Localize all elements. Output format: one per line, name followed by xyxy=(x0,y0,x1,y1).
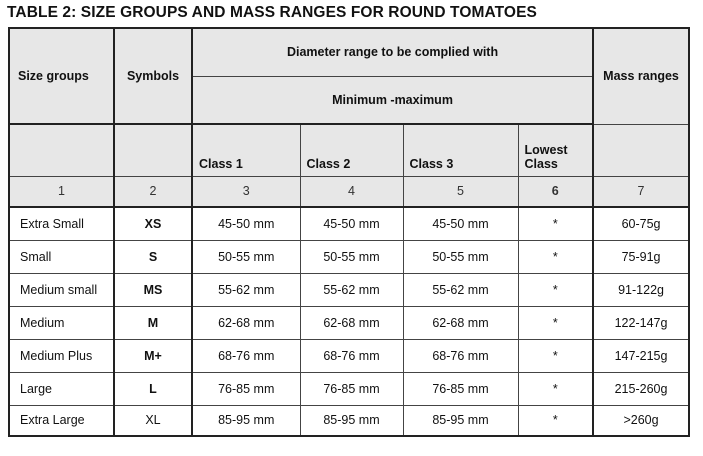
table-row xyxy=(9,405,689,436)
column-number: 4 xyxy=(300,176,403,207)
lowest-class-cell: * xyxy=(518,372,593,405)
column-number: 5 xyxy=(403,176,518,207)
class-1-cell: 45-50 mm xyxy=(192,207,300,240)
mass-range-cell: 91-122g xyxy=(593,273,689,306)
size-group-cell: Extra Small xyxy=(9,207,114,240)
class-2-cell: 50-55 mm xyxy=(300,240,403,273)
table-row xyxy=(9,372,689,405)
size-group-cell: Medium small xyxy=(9,273,114,306)
lowest-class-cell: * xyxy=(518,240,593,273)
header-size-groups: Size groups xyxy=(9,28,114,124)
symbol-cell: MS xyxy=(114,273,192,306)
symbol-cell: S xyxy=(114,240,192,273)
class-1-cell: 68-76 mm xyxy=(192,339,300,372)
class-3-cell: 45-50 mm xyxy=(403,207,518,240)
header-blank-cell xyxy=(9,124,114,176)
header-symbols: Symbols xyxy=(114,28,192,124)
size-group-cell: Small xyxy=(9,240,114,273)
class-3-cell: 50-55 mm xyxy=(403,240,518,273)
lowest-class-cell: * xyxy=(518,207,593,240)
table-row xyxy=(9,240,689,273)
header-class-2: Class 2 xyxy=(300,124,403,176)
header-diameter: Diameter range to be complied with xyxy=(192,28,593,76)
class-1-cell: 62-68 mm xyxy=(192,306,300,339)
mass-range-cell: 122-147g xyxy=(593,306,689,339)
lowest-class-cell: * xyxy=(518,339,593,372)
lowest-class-cell: * xyxy=(518,405,593,436)
size-group-cell: Extra Large xyxy=(9,405,114,436)
column-number: 7 xyxy=(593,176,689,207)
column-number: 1 xyxy=(9,176,114,207)
mass-range-cell: 215-260g xyxy=(593,372,689,405)
class-1-cell: 55-62 mm xyxy=(192,273,300,306)
symbol-cell: XS xyxy=(114,207,192,240)
column-number: 3 xyxy=(192,176,300,207)
header-blank-cell xyxy=(593,124,689,176)
mass-range-cell: 75-91g xyxy=(593,240,689,273)
header-lowest-class: Lowest Class xyxy=(518,124,593,176)
header-class-3: Class 3 xyxy=(403,124,518,176)
table-row xyxy=(9,339,689,372)
class-2-cell: 62-68 mm xyxy=(300,306,403,339)
class-3-cell: 62-68 mm xyxy=(403,306,518,339)
table-row xyxy=(9,306,689,339)
class-2-cell: 68-76 mm xyxy=(300,339,403,372)
table-row xyxy=(9,273,689,306)
table-title: TABLE 2: SIZE GROUPS AND MASS RANGES FOR ROUND TOMATOES xyxy=(7,4,537,21)
class-3-cell: 85-95 mm xyxy=(403,405,518,436)
class-2-cell: 55-62 mm xyxy=(300,273,403,306)
tomato-size-table xyxy=(8,27,690,437)
column-number: 6 xyxy=(518,176,593,207)
class-1-cell: 76-85 mm xyxy=(192,372,300,405)
symbol-cell: M+ xyxy=(114,339,192,372)
mass-range-cell: 147-215g xyxy=(593,339,689,372)
class-3-cell: 76-85 mm xyxy=(403,372,518,405)
header-class-1: Class 1 xyxy=(192,124,300,176)
table-row xyxy=(9,207,689,240)
class-2-cell: 45-50 mm xyxy=(300,207,403,240)
size-group-cell: Large xyxy=(9,372,114,405)
class-1-cell: 50-55 mm xyxy=(192,240,300,273)
header-blank-cell xyxy=(114,124,192,176)
class-2-cell: 76-85 mm xyxy=(300,372,403,405)
size-group-cell: Medium xyxy=(9,306,114,339)
mass-range-cell: >260g xyxy=(593,405,689,436)
column-number: 2 xyxy=(114,176,192,207)
column-number-row xyxy=(9,176,689,207)
header-mass-ranges: Mass ranges xyxy=(593,28,689,124)
class-3-cell: 55-62 mm xyxy=(403,273,518,306)
size-group-cell: Medium Plus xyxy=(9,339,114,372)
lowest-class-cell: * xyxy=(518,273,593,306)
lowest-class-cell: * xyxy=(518,306,593,339)
mass-range-cell: 60-75g xyxy=(593,207,689,240)
symbol-cell: M xyxy=(114,306,192,339)
class-2-cell: 85-95 mm xyxy=(300,405,403,436)
symbol-cell: L xyxy=(114,372,192,405)
header-min-max: Minimum -maximum xyxy=(192,76,593,124)
class-1-cell: 85-95 mm xyxy=(192,405,300,436)
class-3-cell: 68-76 mm xyxy=(403,339,518,372)
symbol-cell: XL xyxy=(114,405,192,436)
